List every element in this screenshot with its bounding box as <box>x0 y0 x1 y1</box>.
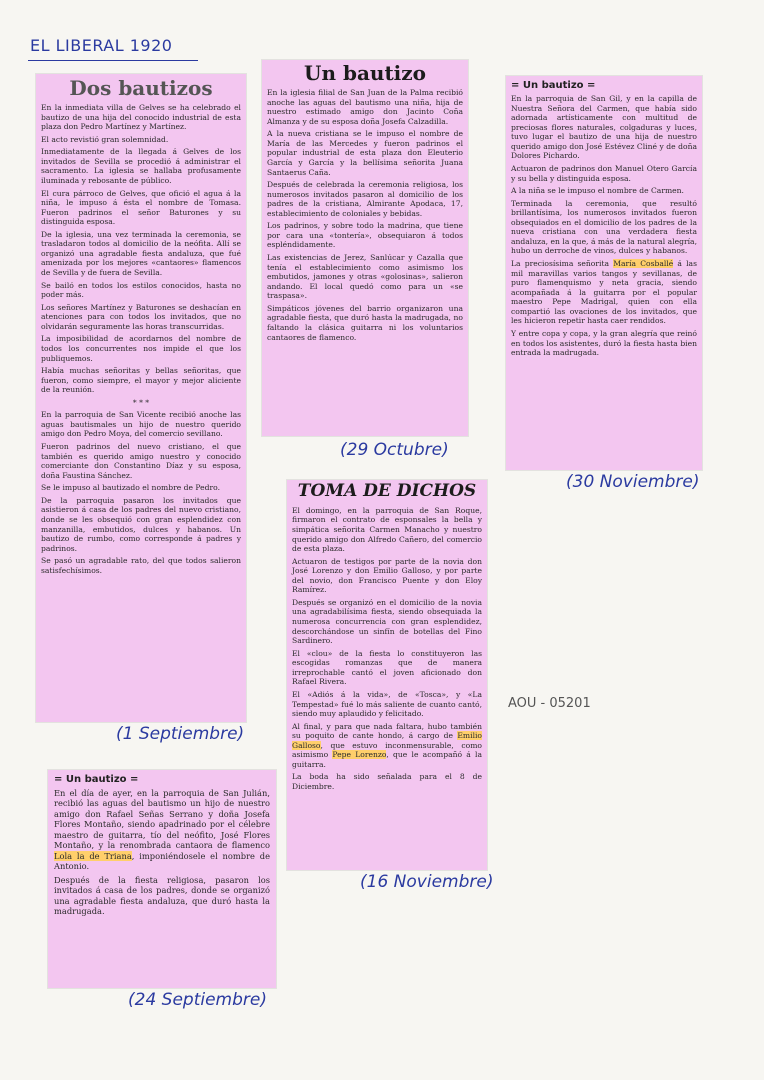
paragraph: El domingo, en la parroquia de San Roque, firmaron el contrato de esponsales la bella y simpática señorita Carmen Manacho y nuestro querido amigo don Alfredo Cañero, del comercio de esta plaza. <box>292 505 482 554</box>
paragraph: El «clou» de la fiesta lo constituyeron las escogidas romanzas que de manera irreprochable cantó el joven aficionado don Rafael Rivera. <box>292 648 482 687</box>
clipping-title: = Un bautizo = <box>511 80 596 91</box>
paragraph: Y entre copa y copa, y la gran alegría que reinó en todos los asistentes, duró la fiesta hasta bien entrada la madrugada. <box>511 328 697 358</box>
paragraph-highlighted <box>292 722 482 770</box>
paragraph: Se le impuso al bautizado el nombre de Pedro. <box>41 483 220 493</box>
paragraph: Después de celebrada la ceremonia religiosa, los numerosos invitados pasaron al domicilio de los padres de la cristiana, Almirante Apodaca, 17, establecimiento de coloniales y bebidas. <box>267 180 463 218</box>
paragraph: Actuaron de testigos por parte de la novia don José Lorenzo y don Emilio Galloso, y por parte del novio, don Francisco Puente y don Eloy Ramírez. <box>292 556 482 595</box>
highlighted-name: Emilio Galloso <box>292 731 482 750</box>
paragraph: El acto revistió gran solemnidad. <box>41 134 169 144</box>
date-handwritten: (1 Septiembre) <box>116 724 245 744</box>
clipping-un-bautizo-septiembre <box>48 770 276 988</box>
paragraph: En la parroquia de San Vicente recibió anoche las aguas bautismales un hijo de nuestro querido amigo don Pedro Moya, del comercio sevillano. <box>41 410 241 439</box>
clipping-toma-de-dichos <box>287 480 487 870</box>
date-handwritten: (29 Octubre) <box>340 440 449 460</box>
header-handwritten: EL LIBERAL 1920 <box>30 36 173 55</box>
date-handwritten: (24 Septiembre) <box>128 990 267 1010</box>
highlighted-name: María Cosballé <box>613 259 674 268</box>
paragraph: La boda ha sido señalada para el 8 de Diciembre. <box>292 772 482 792</box>
paragraph: De la parroquia pasaron los invitados que asistieron á casa de los padres del nuevo cristiano, donde se les obsequió con gran esplendidez con manzanilla, embutidos, dulces y habanos. Un bautizo de rumbo, como corresponde á padres y padrinos. <box>41 495 241 553</box>
paragraph: Se pasó un agradable rato, del que todos salieron satisfechísimos. <box>41 556 241 575</box>
highlighted-name: Lola la de Triana <box>54 850 132 861</box>
clipping-dos-bautizos <box>36 74 246 722</box>
paragraph: Se bailó en todos los estilos conocidos, hasta no poder más. <box>41 280 241 300</box>
paragraph-highlighted <box>54 788 270 872</box>
paragraph: En la parroquia de San Gil, y en la capilla de Nuestra Señora del Carmen, que había sido adornada artísticamente con multitud de preciosas flores naturales, colgaduras y luces, tuvo lugar el bautizo de una hija de nuestro querido amigo don José Estévez Cliné y de doña Dolores Pichardo. <box>511 94 697 161</box>
paragraph: Fueron padrinos del nuevo cristiano, el que también es querido amigo nuestro y conocido comerciante don Constantino Díaz y su esposa, doña Faustina Sánchez. <box>41 442 241 480</box>
text-run: Al final, y para que nada faltara, hubo también su poquito de cante hondo, á cargo de <box>292 721 482 741</box>
paragraph: Los señores Martínez y Baturones se deshacían en atenciones para con todos los invitados, que no olvidarán seguramente las horas transcurridas. <box>41 302 241 331</box>
paragraph-highlighted <box>511 259 697 326</box>
paragraph: A la nueva cristiana se le impuso el nombre de María de las Mercedes y fueron padrinos el popular industrial de esta plaza don Eleuterio García y García y la bellísima señorita Juana Santaerus Caña. <box>267 129 463 177</box>
clipping-title: Un bautizo <box>304 61 426 85</box>
text-run: á las mil maravillas varios tangos y sevillanas, de puro flamenquismo y neta gracia, siendo acompañada á la guitarra por el popular maestro Pepe Madrigal, quien con ella compartió las ovaciones de los invitados, que les hicieron repetir hasta caer rendidos. <box>511 259 697 326</box>
paragraph: Los padrinos, y sobre todo la madrina, que tiene por cara una «tontería», obsequiaron á todos espléndidamente. <box>267 221 463 250</box>
clipping-title: TOMA DE DICHOS <box>297 481 477 501</box>
paragraph: En la inmediata villa de Gelves se ha celebrado el bautizo de una hija del conocido industrial de esta plaza don Pedro Martínez y Martínez. <box>41 103 241 132</box>
paragraph: En la iglesia filial de San Juan de la Palma recibió anoche las aguas del bautismo una niña, hija de nuestro estimado amigo don Jacinto Coña Almanza y de su esposa doña Josefa Calzadilla. <box>267 88 463 126</box>
separator: * * * <box>132 397 150 407</box>
header-underline <box>28 60 198 61</box>
paragraph: Las existencias de Jerez, Sanlúcar y Cazalla que tenía el establecimiento como asimismo los embutidos, jamones y otras «golosinas», salieron andando. El local quedó como para un «se traspasa». <box>267 253 463 301</box>
text-run: , que le acompañó á la guitarra. <box>292 750 482 769</box>
paragraph: De la iglesia, una vez terminada la ceremonia, se trasladaron todos al domicilio de la neófita. Allí se organizó una agradable fiesta andaluza, que fué amenizada por los mejores «cantaores» flamencos de Sevilla y de fuera de Sevilla. <box>41 229 241 277</box>
paragraph: Terminada la ceremonia, que resultó brillantísima, los numerosos invitados fueron obsequiados en el domicilio de los padres de la nueva cristiana con una verdadera fiesta andaluza, en la que, á más de la natural alegría, hubo un derroche de vinos, dulces y habanos. <box>511 198 697 256</box>
paragraph: El cura párroco de Gelves, que ofició el agua á la niña, le impuso á ésta el nombre de Tomasa. Fueron padrinos el señor Baturones y su distinguida esposa. <box>41 188 241 227</box>
text-run: La preciosísima señorita <box>511 259 614 268</box>
text-run: En el día de ayer, en la parroquia de San Julián, recibió las aguas del bautismo un hijo de nuestro amigo don Rafael Señas Serrano y doña Josefa Flores Montaño, siendo apadrinado por el célebre maestro de guitarra, tío del neófito, José Flores Montaño, y la renombrada cantaora de flamenco <box>54 788 270 851</box>
paragraph: Había muchas señoritas y bellas señoritas, que fueron, como siempre, el mayor y mejor aliciente de la reunión. <box>41 366 241 395</box>
highlighted-name: Pepe Lorenzo <box>332 750 387 760</box>
clipping-un-bautizo-noviembre <box>506 76 702 470</box>
paragraph: Después se organizó en el domicilio de la novia una agradabilísima fiesta, siendo obsequiada la numerosa concurrencia con gran esplendidez, descorchándose un sinfín de botellas del Fino Sardinero. <box>292 597 482 646</box>
paragraph: La imposibilidad de acordarnos del nombre de todos los concurrentes nos impide el que los publiquemos. <box>41 334 241 363</box>
paragraph: A la niña se le impuso el nombre de Carmen. <box>511 186 684 196</box>
clipping-title: = Un bautizo = <box>54 774 139 785</box>
paragraph: Actuaron de padrinos don Manuel Otero García y su bella y distinguida esposa. <box>511 163 697 183</box>
reference-code: AOU - 05201 <box>508 696 591 711</box>
clipping-un-bautizo-octubre <box>262 60 468 436</box>
clipping-title: Dos bautizos <box>69 76 213 100</box>
paragraph: Simpáticos jóvenes del barrio organizaron una agradable fiesta, que duró hasta la madrugada, no faltando la clásica guitarra ni los voluntarios cantaores de flamenco. <box>267 303 463 342</box>
paragraph: Inmediatamente de la llegada á Gelves de los invitados de Sevilla se procedió á administrar el sacramento. La iglesia se hallaba profusamente iluminada y rebosante de público. <box>41 147 241 185</box>
date-handwritten: (16 Noviembre) <box>360 872 494 892</box>
paragraph: El «Adiós á la vida», de «Tosca», y «La Tempestad» fué lo más saliente de cuanto cantó, siendo muy aplaudido y felicitado. <box>292 689 482 719</box>
date-handwritten: (30 Noviembre) <box>566 472 700 492</box>
text-run: , imponiéndosele el nombre de Antonio. <box>54 850 270 872</box>
text-run: , que estuvo inconmensurable, como asimismo <box>292 740 482 760</box>
paragraph: Después de la fiesta religiosa, pasaron los invitados á casa de los padres, donde se organizó una agradable fiesta andaluza, que duró hasta la madrugada. <box>54 874 270 916</box>
